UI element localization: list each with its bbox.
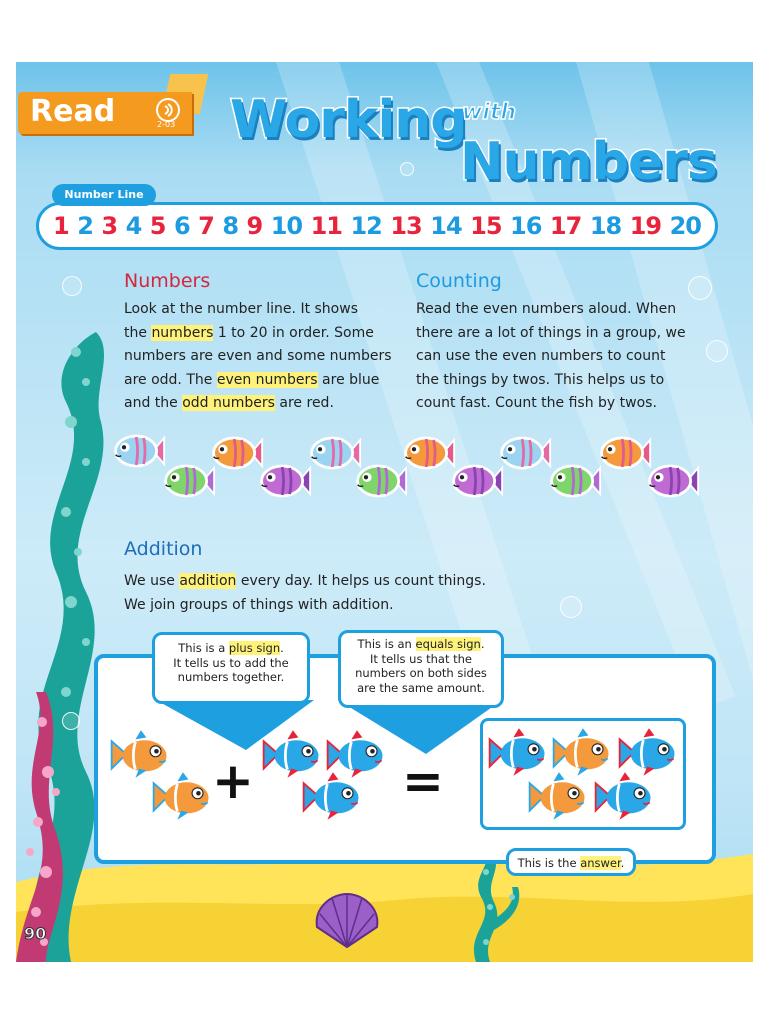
numbers-heading: Numbers: [124, 270, 211, 292]
seaweed-left: [16, 312, 136, 962]
number-line-item: 4: [125, 212, 142, 240]
counting-heading: Counting: [416, 270, 502, 292]
number-line-item: 16: [510, 212, 542, 240]
page-title-numbers: Numbers: [460, 132, 717, 192]
audio-icon[interactable]: [156, 98, 180, 122]
number-line-item: 18: [589, 212, 622, 240]
fish-icon: [110, 430, 166, 476]
equals-sign-callout: This is an equals sign. It tells us that the numbers on both sides are the same amount.: [338, 630, 504, 708]
number-line-item: 3: [101, 212, 118, 240]
bubble: [62, 712, 80, 730]
number-line-item: 14: [430, 212, 462, 240]
answer-callout: This is the answer.: [506, 848, 636, 876]
number-line-item: 20: [669, 212, 701, 240]
bubble: [688, 276, 712, 300]
number-line: [36, 202, 718, 250]
fish-icon: [546, 460, 602, 506]
number-line-item: 6: [173, 212, 190, 240]
number-line-item: 11: [310, 212, 342, 240]
number-line-item: 7: [198, 212, 214, 240]
track-number: 2-03: [157, 120, 176, 129]
number-line-item: 8: [222, 212, 239, 240]
number-line-item: 12: [350, 212, 382, 240]
number-line-item: 2: [77, 212, 93, 240]
numbers-paragraph: Look at the number line. It shows the numbers 1 to 20 in order. Some numbers are even and some numbers are odd. The even numbers are blue and the odd numbers are red.: [124, 301, 392, 411]
bubble: [400, 162, 414, 176]
number-line-label: Number Line: [52, 184, 156, 206]
page-title-with: with: [462, 100, 517, 125]
number-line-item: 15: [470, 212, 502, 240]
equation-fish-icon: [150, 770, 214, 826]
number-line-item: 19: [629, 212, 662, 240]
number-line-item: 1: [53, 212, 69, 240]
number-line-item: 5: [149, 212, 166, 240]
number-line-item: 9: [246, 212, 263, 240]
equation-fish-icon: [526, 770, 590, 826]
fish-icon: [644, 460, 700, 506]
page-number: 90: [24, 924, 47, 943]
number-line-item: 10: [270, 212, 303, 240]
addition-heading: Addition: [124, 538, 203, 560]
shell-icon: [312, 892, 382, 952]
read-label: Read: [30, 94, 116, 129]
plus-sign: +: [212, 752, 254, 810]
page-title-working: Working: [230, 90, 467, 150]
number-line-item: 17: [549, 212, 582, 240]
addition-paragraph: We use addition every day. It helps us count things. We join groups of things with addition.: [124, 573, 486, 613]
bubble: [62, 276, 82, 296]
fish-icon: [496, 432, 552, 478]
fish-icon: [256, 460, 312, 506]
bubble: [560, 596, 582, 618]
equation-fish-icon: [300, 770, 364, 826]
plus-sign-callout: This is a plus sign. It tells us to add the numbers together.: [152, 632, 310, 704]
number-line-item: 13: [390, 212, 422, 240]
equals-sign: =: [402, 752, 444, 810]
counting-paragraph: Read the even numbers aloud. When there are a lot of things in a group, we can use the even numbers to count the things by twos. This helps us to count fast. Count the fish by twos.: [416, 301, 686, 411]
equation-fish-icon: [592, 770, 656, 826]
